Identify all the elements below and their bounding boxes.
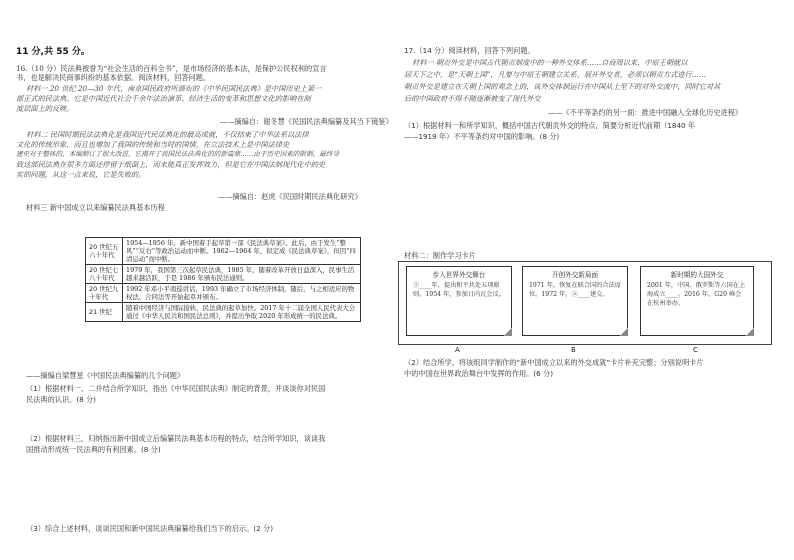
section-score-line: 11 分,共 55 分。 (16, 47, 90, 57)
q17-question1-line-2: ——1919 年）不平等条约对中国的影响。(8 分) (404, 132, 560, 141)
q16-material2-source: ——摘编自：赵虎《民国时期民法典化研究》 (218, 192, 362, 201)
card-body: 1971 年，恢复在联合国的合法席位。1972 年，②____建交。 (529, 282, 621, 298)
card-label-b: B (571, 346, 576, 354)
q17-material1-line-3: 朝贡外交是建立在天朝上国的观念上的，该外交体制运行在中国从上至下的对外交流中，同时它对其 (404, 82, 721, 91)
q16-material2-line-1: 材料二 民国时期民法法典化是我国近代民法典化的最高成就，不仅结束了中华法系以法律 (26, 130, 309, 139)
q16-material3-title: 材料三 新中国成立以来编纂民法典基本历程 (26, 203, 165, 212)
q16-material1-source: ——摘编自：谢冬慧《民国民法典编纂及其当下镜鉴》 (220, 117, 393, 126)
card-label-a: A (455, 346, 460, 354)
q16-stem-line-2: 书，也是解决民商事纠纷的基本依据。阅读材料，回答问题。 (16, 73, 211, 82)
q16-stem-line-1: 16.（10 分）民法典被誉为“社会生活的百科全书”，是市场经济的基本法，是保护公民权利的宣言 (16, 64, 327, 73)
table-row (86, 238, 361, 265)
q16-material2-line-3: 建史对于整体的，本编制订了很大改进，它揭开了我国民法法典化的的新篇章……由于历史因素的限制，最终导 (16, 150, 340, 158)
study-card-b (522, 266, 628, 336)
table-era-cell: 20 世纪五六十年代 (86, 238, 123, 265)
q17-material1-line-2: 居天下之中，是“天朝上国”，凡要与中原王朝建立关系、展开外交者，必须以朝贡方式进行…… (404, 70, 707, 79)
q17-question2-line-1: （2）结合所学，将该组同学制作的“新中国成立以来的外交成就”卡片补充完整；分别说明卡片 (404, 358, 704, 367)
card-body: ①____年，提出和平共处五项原则。1954 年，参加日内瓦会议。 (413, 282, 505, 298)
table-era-cell: 21 世纪 (86, 303, 123, 322)
table-era-cell: 20 世纪九十年代 (86, 284, 123, 303)
q17-material1-line-1: 材料一 朝贡外交是中国古代朝贡制度中的一种外交体系……自商周以来，中原王朝就以 (412, 58, 688, 67)
q16-material2-line-5: 实的问题，从这一点来说，它是失败的。 (16, 170, 146, 179)
q17-material2-title: 材料二：制作学习卡片 (404, 251, 476, 260)
q16-question2-line-1: （2）根据材料三，归纳指出新中国成立后编纂民法典基本历程的特点，结合所学知识，谈谈我 (26, 434, 326, 443)
table-text-cell: 1992 年邓小平南巡讲话，1993 年确立了市场经济体制，随后，与之相适应的物权法、合同法等开始起草并颁布。 (123, 284, 361, 303)
study-card-a (406, 266, 512, 336)
table-era-cell: 20 世纪七八十年代 (86, 265, 123, 284)
card-body: 2001 年，中国、俄罗斯等六国在上海成立____。2016 年，G20 峰会在杭州举办。 (647, 282, 746, 307)
q16-question1-line-2: 民法典的认识。(8 分) (26, 395, 96, 404)
q17-stem: 17.（14 分）阅读材料，回答下列问题。 (404, 46, 535, 55)
card-title: 新时期的大国外交 (670, 271, 724, 279)
q16-question2-line-2: 国推动形成统一民法典的有利因素。(8 分) (26, 445, 161, 454)
q16-material1-line-2: 部正式的民法典。它是中国近代社会千余年法治演革、经济生活的变革和思想文化的影响在制 (16, 94, 311, 103)
q16-material2-line-2: 文化的传统形象，而且也增加了我国的传统和当时的国情，在立法技术上是中国法律史 (16, 140, 290, 149)
table-text-cell: 1979 年，我国第三次起草民法典，1985 年，随着改革开放日益深入，民事生活越来越活跃，于是 1986 年颁布民法通则。 (123, 265, 361, 284)
card-title: 开创外交新局面 (551, 271, 599, 279)
q17-question1-line-1: （1）根据材料一和所学知识，概括中国古代朝贡外交的特点，简要分析近代前期（1840 年 (404, 121, 696, 130)
q16-question3: （3）综合上述材料，谈谈民国和新中国民法典编纂给我们当下的启示。(2 分) (26, 524, 274, 533)
q16-question1-line-1: （1）根据材料一、二并结合所学知识，指出《中华民国民法典》制定的背景，并谈谈你对民国 (26, 384, 326, 393)
legal-history-table (85, 237, 361, 322)
study-card-c (640, 266, 754, 336)
table-row (86, 284, 361, 303)
table-row (86, 265, 361, 284)
q16-material1-line-1: 材料一 20 世纪 20—30 年代，南京国民政府所颁布的《中华民国民法典》是中国历史上第一 (26, 84, 322, 93)
card-label-c: C (693, 346, 698, 354)
q16-material2-line-4: 致这部民法典在很多方面还停留于纸面上，而未能真正发挥效力，但是它在中国法制现代化中的史 (16, 160, 326, 169)
q17-material1-line-4: 后的中国政府不得不随逐渐被变了现代外交 (404, 94, 541, 103)
table-row (86, 303, 361, 322)
q16-material1-line-3: 度层面上的反映。 (16, 104, 74, 113)
table-text-cell: 1954—1956 年，新中国着手起草第一部《民法典草案》。此后，由于发生“整风”“反右”等政治运动而中断。1962—1964 年，拟定成《民法典草案》，但因“四清运动”而中断。 (123, 238, 361, 265)
card-title: 步入世界外交舞台 (432, 271, 486, 279)
q16-material3-source: ——摘编自梁慧星《中国民法典编纂的几个问题》 (26, 371, 185, 380)
table-text-cell: 随着中国经济与国际接轨，民法典的起草加快。2017 年十二届全国人民代表大会通过《中华人民共和国民法总则》，并提出争取 2020 年形成统一的民法典。 (123, 303, 361, 322)
q17-question2-line-2: 中的中国在世界政治舞台中发挥的作用。(6 分) (404, 369, 554, 378)
q17-material1-source: ——《不平等条约的另一面：推进中国融入全球化历史进程》 (548, 108, 743, 117)
